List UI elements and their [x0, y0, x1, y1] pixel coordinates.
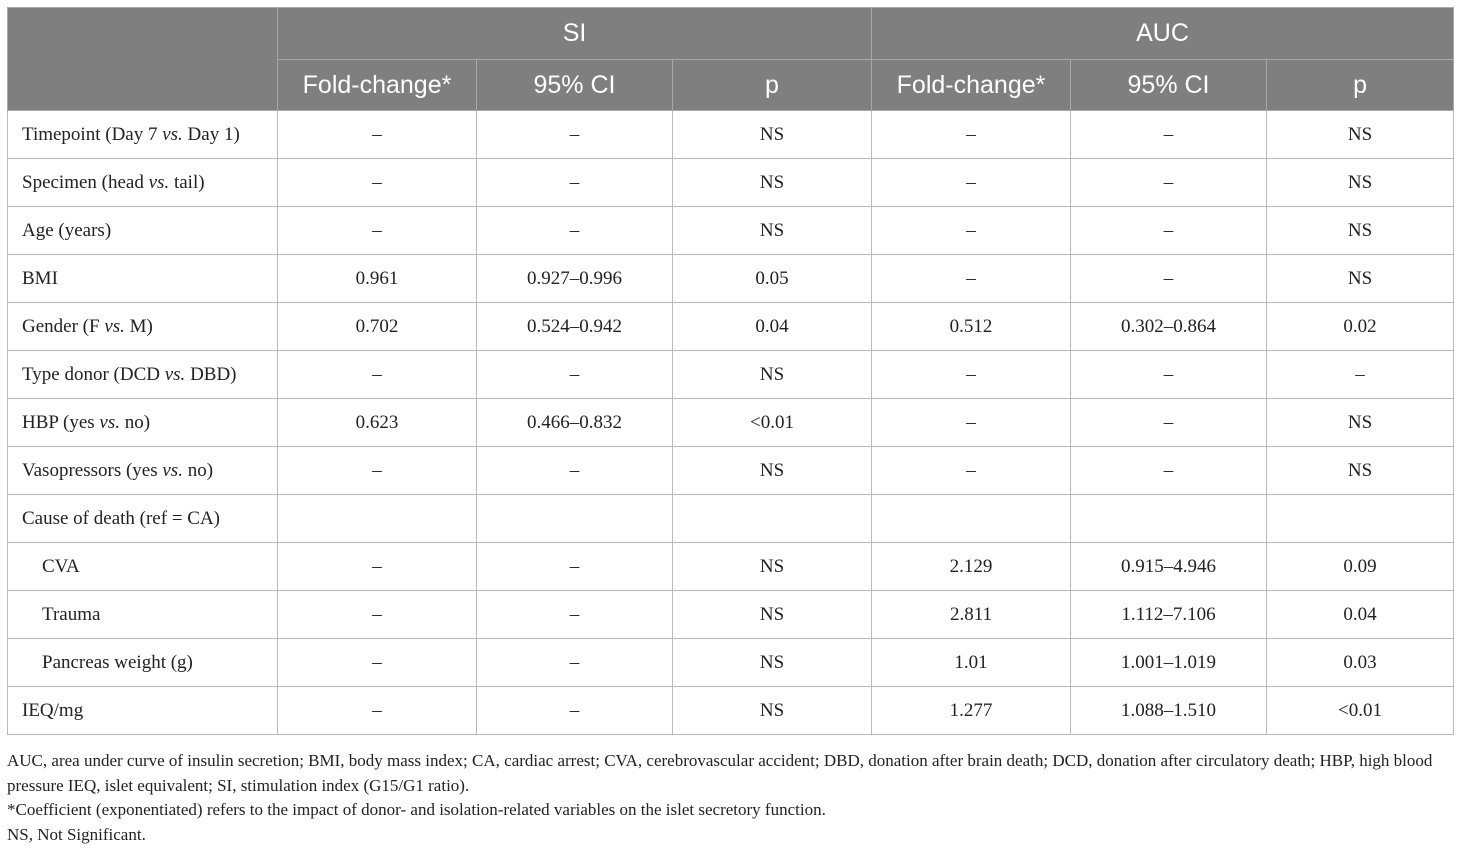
row-label-text: Age (years): [22, 219, 112, 241]
cell-si-p: NS: [673, 639, 872, 687]
row-label-text: Specimen (head: [22, 171, 149, 193]
cell-auc-ci: –: [1071, 111, 1267, 159]
header-auc-ci: 95% CI: [1071, 60, 1267, 111]
row-label: [8, 399, 278, 447]
row-label-text: Cause of death (ref = CA): [22, 507, 221, 529]
row-label-text: IEQ/mg: [22, 699, 84, 721]
row-label: [8, 543, 278, 591]
table-row: [8, 303, 1454, 351]
table-row: [8, 255, 1454, 303]
cell-si-fold-change: –: [278, 639, 477, 687]
table-body: [8, 111, 1454, 735]
row-label: [8, 495, 278, 543]
row-label-text: Timepoint (Day 7: [22, 123, 163, 145]
header-group-si: SI: [278, 8, 872, 60]
row-label: [8, 351, 278, 399]
cell-auc-ci: –: [1071, 207, 1267, 255]
cell-auc-p: 0.03: [1267, 639, 1454, 687]
cell-auc-ci: –: [1071, 399, 1267, 447]
cell-si-p: NS: [673, 207, 872, 255]
footnote-abbreviations: AUC, area under curve of insulin secretion; BMI, body mass index; CA, cardiac arrest; CVA, cerebrovascular accident; DBD, donation after brain death; DCD, donation after circulatory death; HBP, high blood pressure IEQ, islet equivalent; SI, stimulation index (G15/G1 ratio).: [7, 751, 1433, 795]
cell-si-ci: –: [477, 543, 673, 591]
table-row: [8, 351, 1454, 399]
cell-auc-ci: 0.915–4.946: [1071, 543, 1267, 591]
table-row: [8, 111, 1454, 159]
footnote-ns: NS, Not Significant.: [7, 824, 146, 844]
cell-si-p: 0.04: [673, 303, 872, 351]
row-label-text: no): [182, 459, 214, 481]
cell-auc-fold-change: 1.01: [872, 639, 1071, 687]
header-group-auc: AUC: [872, 8, 1454, 60]
table-row: [8, 591, 1454, 639]
cell-auc-fold-change: –: [872, 399, 1071, 447]
table-footnotes: [7, 749, 1453, 847]
group-header-row: [8, 8, 1454, 60]
cell-auc-ci: 1.088–1.510: [1071, 687, 1267, 735]
cell-auc-ci: [1071, 495, 1267, 543]
cell-auc-ci: 0.302–0.864: [1071, 303, 1267, 351]
row-label-text: tail): [169, 171, 205, 193]
row-label-text: Day 1): [182, 123, 240, 145]
cell-si-p: NS: [673, 159, 872, 207]
cell-auc-fold-change: –: [872, 447, 1071, 495]
header-auc-p: p: [1267, 60, 1454, 111]
cell-auc-p: NS: [1267, 207, 1454, 255]
cell-si-p: [673, 495, 872, 543]
row-label-text: HBP (yes: [22, 411, 100, 433]
cell-auc-p: [1267, 495, 1454, 543]
row-label-text: CVA: [42, 555, 80, 577]
cell-si-p: NS: [673, 543, 872, 591]
cell-auc-ci: –: [1071, 447, 1267, 495]
row-label-text: Gender (F: [22, 315, 105, 337]
row-label: [8, 687, 278, 735]
cell-si-fold-change: [278, 495, 477, 543]
cell-si-ci: 0.927–0.996: [477, 255, 673, 303]
cell-si-p: NS: [673, 687, 872, 735]
cell-auc-ci: 1.001–1.019: [1071, 639, 1267, 687]
cell-si-p: NS: [673, 351, 872, 399]
header-si-p: p: [673, 60, 872, 111]
cell-si-p: 0.05: [673, 255, 872, 303]
cell-auc-p: NS: [1267, 159, 1454, 207]
cell-si-ci: –: [477, 447, 673, 495]
row-label-italic: vs.: [164, 363, 186, 385]
row-label-text: Type donor (DCD: [22, 363, 165, 385]
row-label: [8, 639, 278, 687]
table-row: [8, 639, 1454, 687]
row-label: [8, 111, 278, 159]
cell-auc-p: NS: [1267, 255, 1454, 303]
row-label-text: no): [120, 411, 151, 433]
cell-si-ci: [477, 495, 673, 543]
header-si-ci: 95% CI: [477, 60, 673, 111]
cell-auc-p: <0.01: [1267, 687, 1454, 735]
cell-auc-ci: –: [1071, 159, 1267, 207]
cell-si-ci: –: [477, 111, 673, 159]
cell-auc-p: NS: [1267, 111, 1454, 159]
row-label: [8, 591, 278, 639]
row-label-text: Vasopressors (yes: [22, 459, 163, 481]
table-row: [8, 495, 1454, 543]
cell-auc-p: 0.02: [1267, 303, 1454, 351]
table-row: [8, 687, 1454, 735]
cell-si-ci: –: [477, 351, 673, 399]
row-label-italic: vs.: [99, 411, 120, 433]
header-variable: [8, 8, 278, 111]
table-row: [8, 159, 1454, 207]
row-label: [8, 447, 278, 495]
cell-si-p: NS: [673, 447, 872, 495]
cell-si-fold-change: 0.961: [278, 255, 477, 303]
row-label-italic: vs.: [162, 123, 183, 145]
cell-si-fold-change: –: [278, 111, 477, 159]
footnote-coefficient: *Coefficient (exponentiated) refers to the impact of donor- and isolation-related variables on the islet secretory function.: [7, 800, 826, 819]
cell-auc-fold-change: [872, 495, 1071, 543]
cell-si-ci: –: [477, 207, 673, 255]
row-label-italic: vs.: [104, 315, 125, 337]
row-label-text: M): [124, 315, 153, 337]
results-table: [7, 7, 1454, 735]
cell-si-fold-change: –: [278, 687, 477, 735]
cell-auc-fold-change: –: [872, 207, 1071, 255]
results-table-container: [7, 7, 1453, 735]
row-label: [8, 303, 278, 351]
table-row: [8, 447, 1454, 495]
cell-auc-ci: 1.112–7.106: [1071, 591, 1267, 639]
table-row: [8, 543, 1454, 591]
cell-si-fold-change: 0.623: [278, 399, 477, 447]
cell-auc-p: –: [1267, 351, 1454, 399]
cell-auc-fold-change: 2.811: [872, 591, 1071, 639]
row-label: [8, 207, 278, 255]
cell-si-fold-change: –: [278, 351, 477, 399]
table-row: [8, 207, 1454, 255]
cell-si-ci: –: [477, 591, 673, 639]
row-label-text: Pancreas weight (g): [42, 651, 193, 673]
cell-auc-p: NS: [1267, 447, 1454, 495]
row-label-italic: vs.: [162, 459, 183, 481]
header-auc-fold-change: Fold-change*: [872, 60, 1071, 111]
cell-auc-p: NS: [1267, 399, 1454, 447]
cell-auc-fold-change: –: [872, 111, 1071, 159]
cell-si-p: NS: [673, 111, 872, 159]
cell-si-fold-change: –: [278, 159, 477, 207]
cell-si-ci: 0.524–0.942: [477, 303, 673, 351]
cell-auc-fold-change: –: [872, 255, 1071, 303]
row-label-text: BMI: [22, 267, 58, 289]
cell-si-ci: –: [477, 639, 673, 687]
cell-auc-p: 0.04: [1267, 591, 1454, 639]
cell-auc-fold-change: 2.129: [872, 543, 1071, 591]
cell-si-p: NS: [673, 591, 872, 639]
row-label: [8, 255, 278, 303]
cell-auc-fold-change: 0.512: [872, 303, 1071, 351]
cell-auc-fold-change: –: [872, 351, 1071, 399]
row-label-text: DBD): [185, 363, 237, 385]
cell-auc-fold-change: –: [872, 159, 1071, 207]
row-label-italic: vs.: [148, 171, 170, 193]
cell-auc-p: 0.09: [1267, 543, 1454, 591]
cell-si-fold-change: –: [278, 207, 477, 255]
row-label-text: Trauma: [42, 603, 101, 625]
cell-si-fold-change: –: [278, 543, 477, 591]
cell-si-p: <0.01: [673, 399, 872, 447]
cell-si-fold-change: –: [278, 591, 477, 639]
cell-auc-ci: –: [1071, 255, 1267, 303]
cell-si-ci: –: [477, 159, 673, 207]
header-si-fold-change: Fold-change*: [278, 60, 477, 111]
cell-si-ci: 0.466–0.832: [477, 399, 673, 447]
cell-si-fold-change: –: [278, 447, 477, 495]
cell-auc-ci: –: [1071, 351, 1267, 399]
table-row: [8, 399, 1454, 447]
cell-auc-fold-change: 1.277: [872, 687, 1071, 735]
cell-si-ci: –: [477, 687, 673, 735]
cell-si-fold-change: 0.702: [278, 303, 477, 351]
row-label: [8, 159, 278, 207]
